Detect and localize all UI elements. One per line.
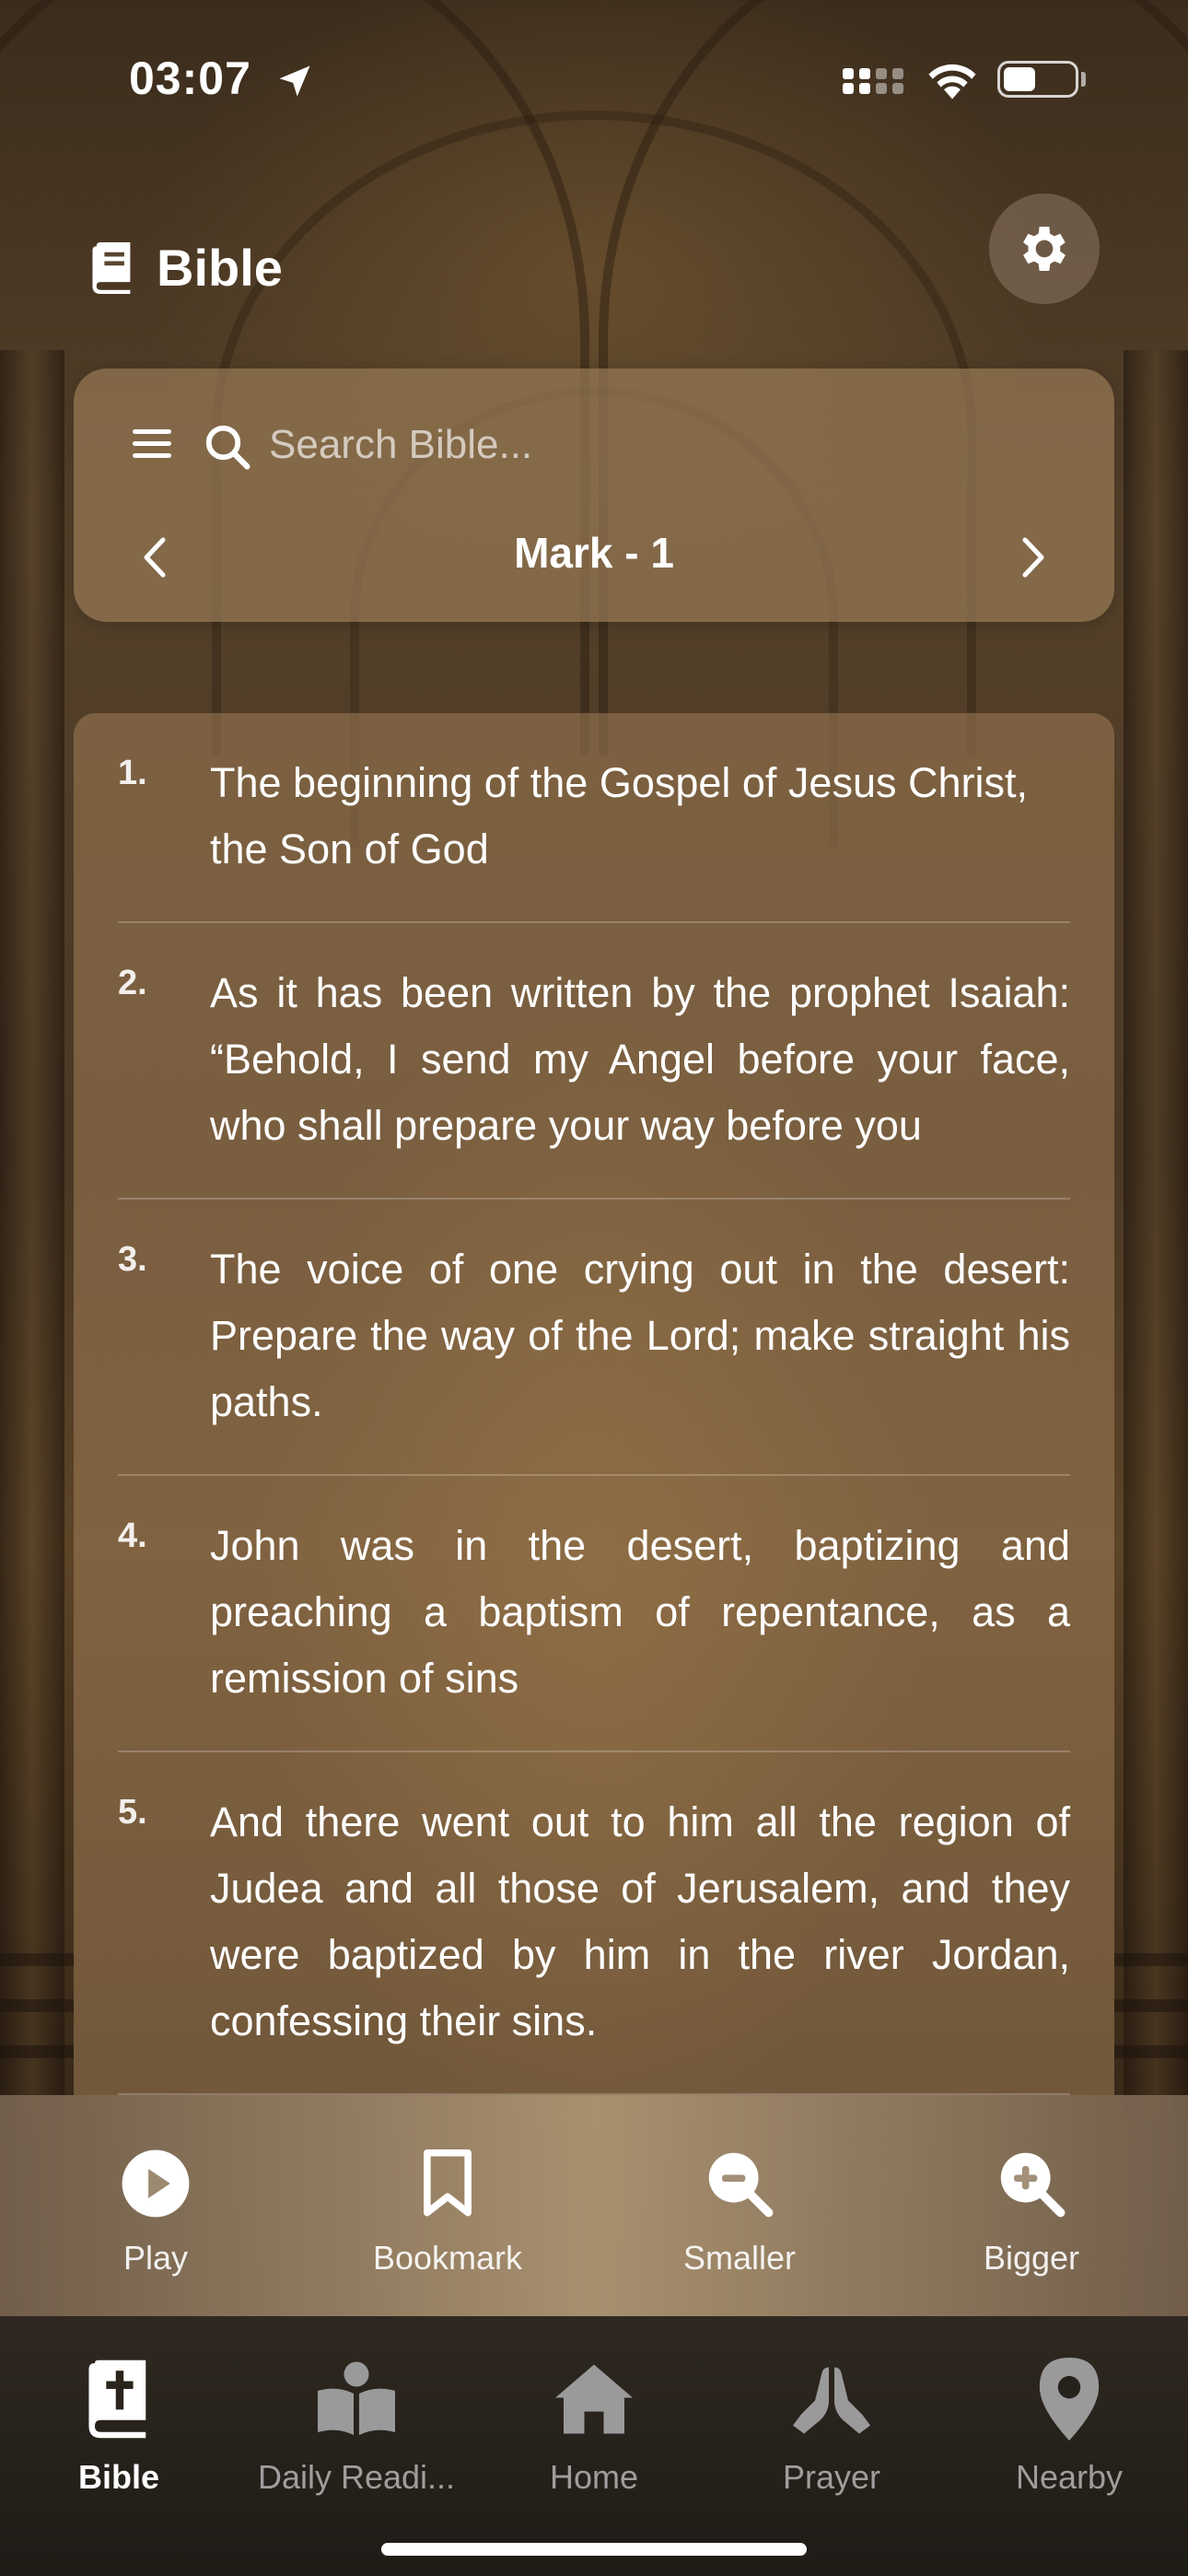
reader-action-bar [0, 2095, 1188, 2316]
book-icon [88, 242, 136, 294]
zoom-in-icon [996, 2149, 1066, 2219]
tab-daily-label: Daily Readi... [257, 2458, 456, 2496]
verse-item[interactable] [118, 923, 1070, 1200]
verse-number: 1. [118, 754, 147, 792]
tab-nearby[interactable] [950, 2316, 1188, 2519]
verse-number: 3. [118, 1240, 147, 1279]
verse-list[interactable] [74, 713, 1114, 2095]
verse-text: John was in the desert, baptizing and preaching a baptism of repentance, as a remission of sins [210, 1522, 1070, 1702]
bigger-text-button[interactable] [921, 2095, 1142, 2316]
chevron-left-icon [141, 536, 169, 579]
tab-daily-readings[interactable] [238, 2316, 475, 2519]
gear-icon [1015, 219, 1074, 278]
header-title: Bible [157, 239, 283, 297]
tab-prayer-label: Prayer [782, 2458, 881, 2496]
location-arrow-icon [274, 61, 315, 101]
wifi-icon [924, 59, 981, 101]
chapter-title[interactable]: Mark - 1 [514, 529, 674, 577]
home-indicator [381, 2543, 807, 2556]
bigger-label: Bigger [983, 2239, 1080, 2277]
battery-icon [997, 61, 1078, 98]
tab-bar [0, 2316, 1188, 2576]
verse-text: The voice of one crying out in the desert: Prepare the way of the Lord; make straight his paths. [210, 1246, 1070, 1425]
play-icon [121, 2149, 191, 2219]
verse-text: As it has been written by the prophet Isaiah: “Behold, I send my Angel before your face, who shall prepare your way before you [210, 969, 1070, 1149]
tab-home-label: Home [549, 2458, 639, 2496]
praying-hands-icon [790, 2361, 873, 2437]
verse-item[interactable] [118, 1752, 1070, 2095]
verse-number: 2. [118, 964, 147, 1002]
status-bar [0, 0, 1188, 157]
previous-chapter-button[interactable] [127, 525, 182, 590]
tab-home[interactable] [475, 2316, 713, 2519]
bookmark-icon [421, 2149, 474, 2219]
verse-text: The beginning of the Gospel of Jesus Christ, the Son of God [210, 759, 1029, 872]
reading-icon [315, 2359, 398, 2439]
home-icon [553, 2361, 635, 2437]
next-chapter-button[interactable] [1006, 525, 1061, 590]
cellular-signal-icon [843, 64, 907, 101]
verse-number: 5. [118, 1793, 147, 1832]
bookmark-button[interactable] [337, 2095, 558, 2316]
bookmark-label: Bookmark [372, 2239, 523, 2277]
zoom-out-icon [705, 2149, 775, 2219]
search-input[interactable] [269, 413, 1061, 477]
tab-prayer[interactable] [713, 2316, 950, 2519]
tab-bible-label: Bible [77, 2458, 159, 2496]
map-pin-icon [1039, 2358, 1100, 2441]
play-label: Play [122, 2239, 189, 2277]
smaller-text-button[interactable] [629, 2095, 850, 2316]
chevron-right-icon [1019, 536, 1047, 579]
page-title [88, 238, 283, 298]
status-time: 03:07 [129, 53, 251, 104]
verse-item[interactable] [118, 713, 1070, 923]
search-icon [203, 422, 252, 472]
menu-icon[interactable] [131, 424, 173, 464]
smaller-label: Smaller [682, 2239, 797, 2277]
verse-number: 4. [118, 1516, 147, 1555]
tab-nearby-label: Nearby [1015, 2458, 1124, 2496]
search-card [74, 369, 1114, 622]
play-button[interactable] [45, 2095, 266, 2316]
verse-text: And there went out to him all the region of Judea and all those of Jerusalem, and they were baptized by him in the river Jordan, confessing their sins. [210, 1798, 1070, 2044]
verse-item[interactable] [118, 1476, 1070, 1752]
verse-item[interactable] [118, 1200, 1070, 1476]
bible-icon [83, 2359, 155, 2439]
settings-button[interactable] [989, 193, 1100, 304]
tab-bible[interactable] [0, 2316, 238, 2519]
